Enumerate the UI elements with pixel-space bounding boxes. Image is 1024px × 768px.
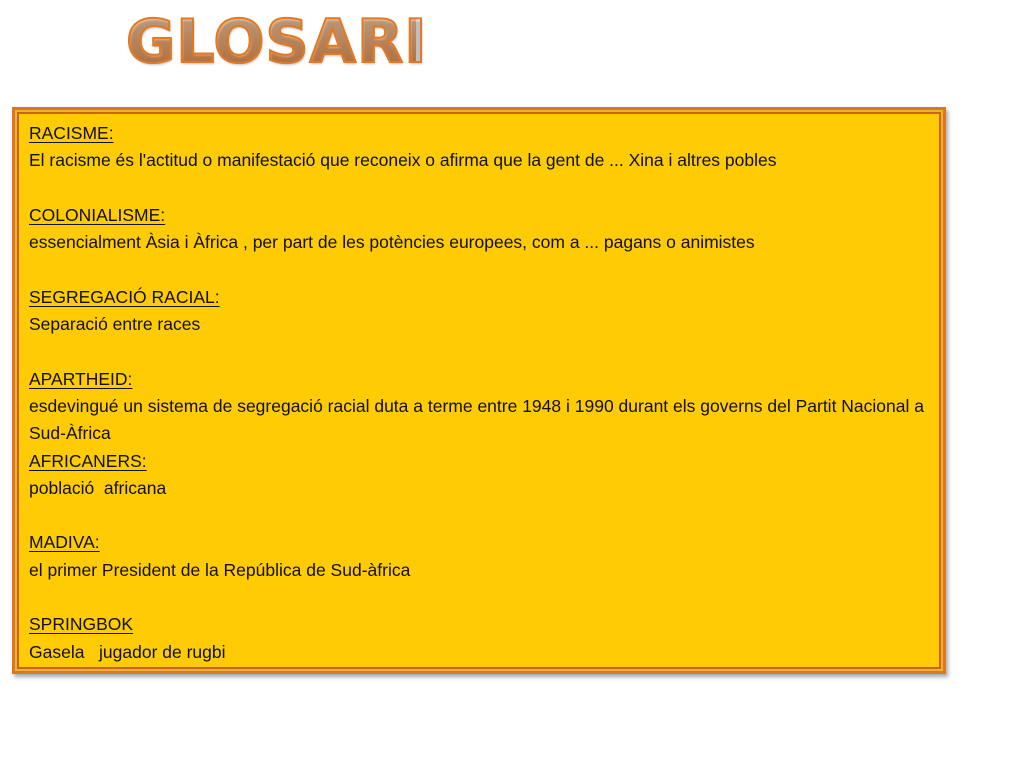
glossary-definition-africaners: població africana [29,477,167,498]
glossary-definition-segregacio-racial: Separació entre races [29,314,201,335]
glossary-term-colonialisme: COLONIALISME: [29,204,166,225]
glossary-term-racisme: RACISME: [29,123,114,143]
glossary-definition-racisme: El racisme és l'actitud o manifestació que reconeix o afirma que la gent de ... Xina i altres pobles [29,150,777,171]
spacer [29,502,934,529]
glossary-term-springbok: SPRINGBOK [29,614,134,635]
glossary-term-apartheid: APARTHEID: [29,368,133,389]
glossary-term-madiva: MADIVA: [29,532,100,553]
glossary-definition-colonialisme: essencialment Àsia i Àfrica , per part de les potències europees, com a ... pagans o animistes [29,232,755,253]
spacer [29,256,934,283]
spacer [29,584,934,611]
glossary-definition-springbok: Gasela jugador de rugbi [29,641,226,662]
glossary-definition-apartheid: esdevingué un sistema de segregació racial duta a terme entre 1948 i 1990 durant els governs del Partit Nacional a Sud-Àfrica [29,395,924,444]
page-title: GLOSARI [126,2,416,82]
glossary-term-segregacio-racial: SEGREGACIÓ RACIAL: [29,286,220,307]
glossary-term-africaners: AFRICANERS: [29,450,147,471]
glossary-panel [12,107,946,674]
glossary-definition-madiva: el primer President de la República de Sud-àfrica [29,559,411,580]
glossary-list [29,120,934,666]
spacer [29,175,934,202]
spacer [29,338,934,365]
